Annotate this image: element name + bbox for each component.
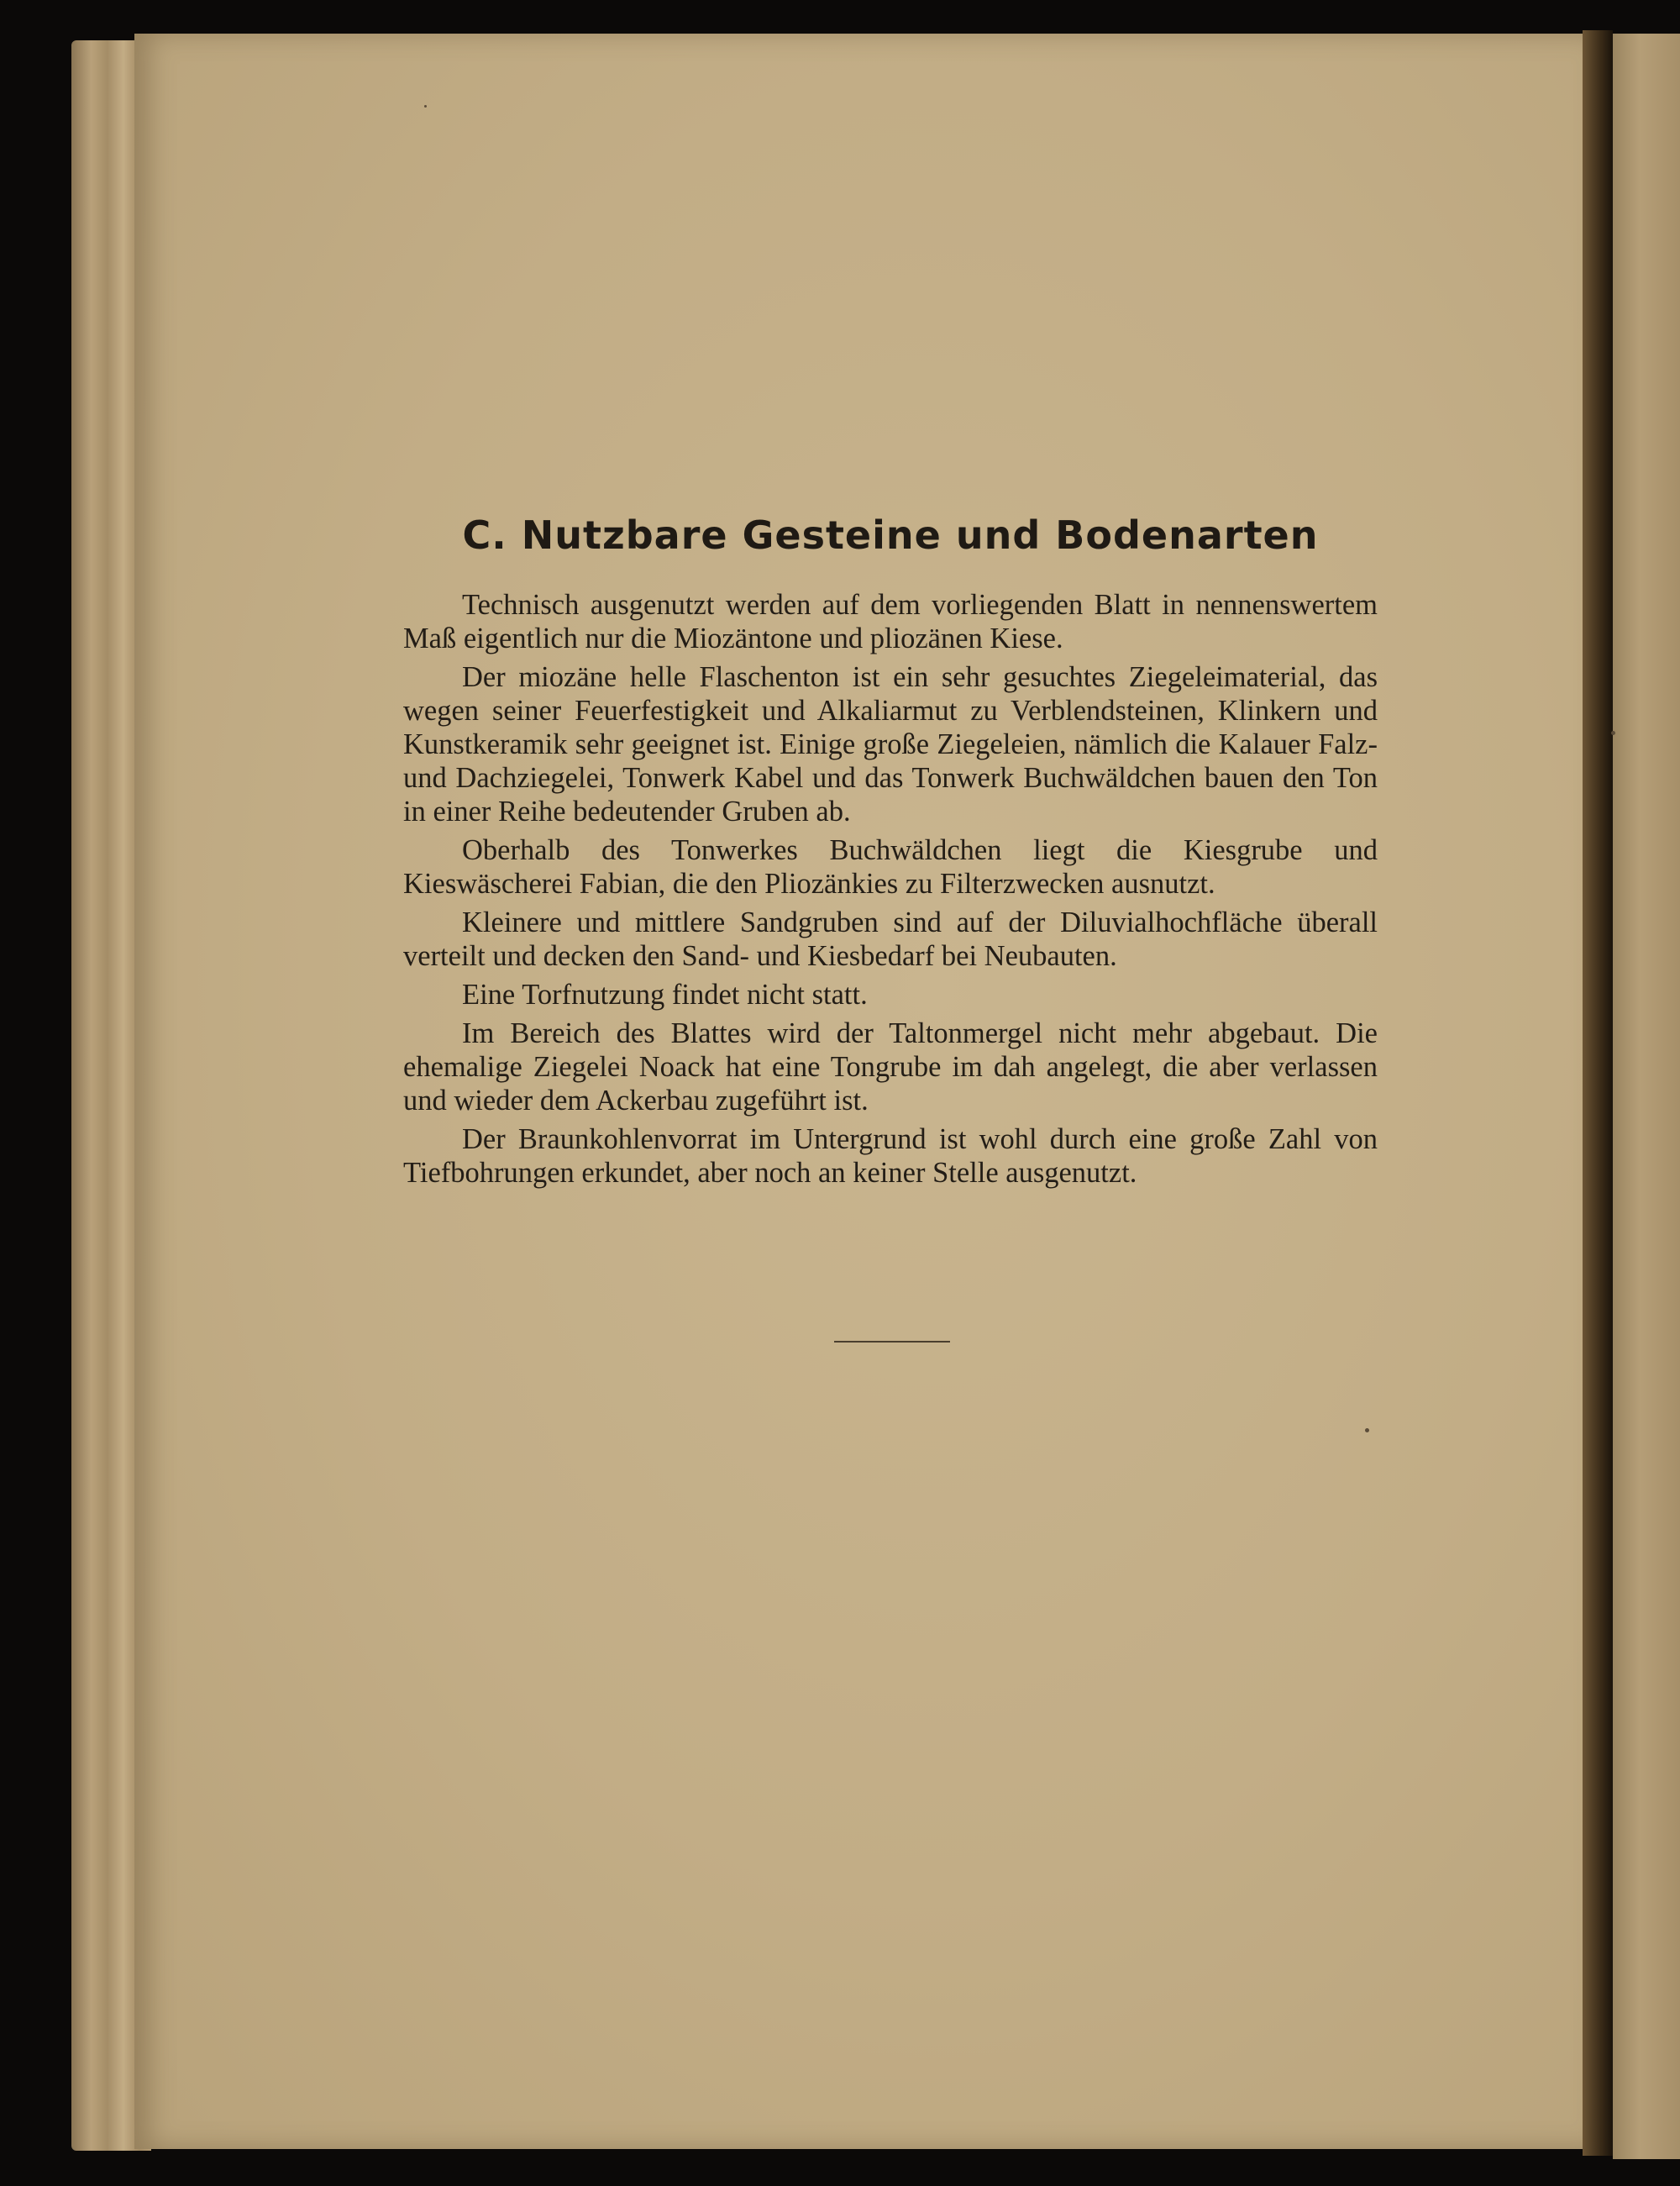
paragraph: Der miozäne helle Flaschenton ist ein sehr gesuchtes Ziegeleimaterial, das wegen seiner Feuerfestigkeit und Alkaliarmut zu Verblendsteinen, Klinkern und Kunstkeramik sehr geeignet ist. Einige große Ziegeleien, nämlich die Kalauer Falz- und Dachziegelei, Tonwerk Kabel und das Tonwerk Buchwäldchen bauen den Ton in einer Reihe bedeutender Gruben ab. xyxy=(403,661,1378,828)
paper-speck xyxy=(1611,731,1615,735)
paragraph: Der Braunkohlenvorrat im Untergrund ist wohl durch eine große Zahl von Tiefbohrungen erkundet, aber noch an keiner Stelle ausgenutzt. xyxy=(403,1123,1378,1189)
paragraph: Eine Torfnutzung findet nicht statt. xyxy=(462,979,868,1011)
body-text xyxy=(403,588,1378,1195)
paper-speck xyxy=(1365,1428,1369,1432)
section-heading: C. Nutzbare Gesteine und Bodenarten xyxy=(462,512,1319,558)
paragraph: Technisch ausgenutzt werden auf dem vorliegenden Blatt in nennenswertem Maß eigentlich nur die Miozäntone und pliozänen Kiese. xyxy=(403,589,1378,654)
paragraph: Oberhalb des Tonwerkes Buchwäldchen liegt die Kiesgrube und Kieswäscherei Fabian, die den Pliozänkies zu Filterzwecken ausnutzt. xyxy=(403,834,1378,900)
book-gutter xyxy=(1583,30,1613,2156)
adjacent-page-edge xyxy=(1613,34,1680,2159)
paragraph: Kleinere und mittlere Sandgruben sind auf der Diluvialhochfläche überall verteilt und decken den Sand- und Kiesbedarf bei Neubauten. xyxy=(403,906,1378,972)
paragraph: Im Bereich des Blattes wird der Taltonmergel nicht mehr abgebaut. Die ehemalige Ziegelei Noack hat eine Tongrube im dah angelegt, die aber verlassen und wieder dem Ackerbau zugeführt ist. xyxy=(403,1017,1378,1117)
end-rule xyxy=(834,1341,950,1343)
paper-speck xyxy=(424,105,427,108)
